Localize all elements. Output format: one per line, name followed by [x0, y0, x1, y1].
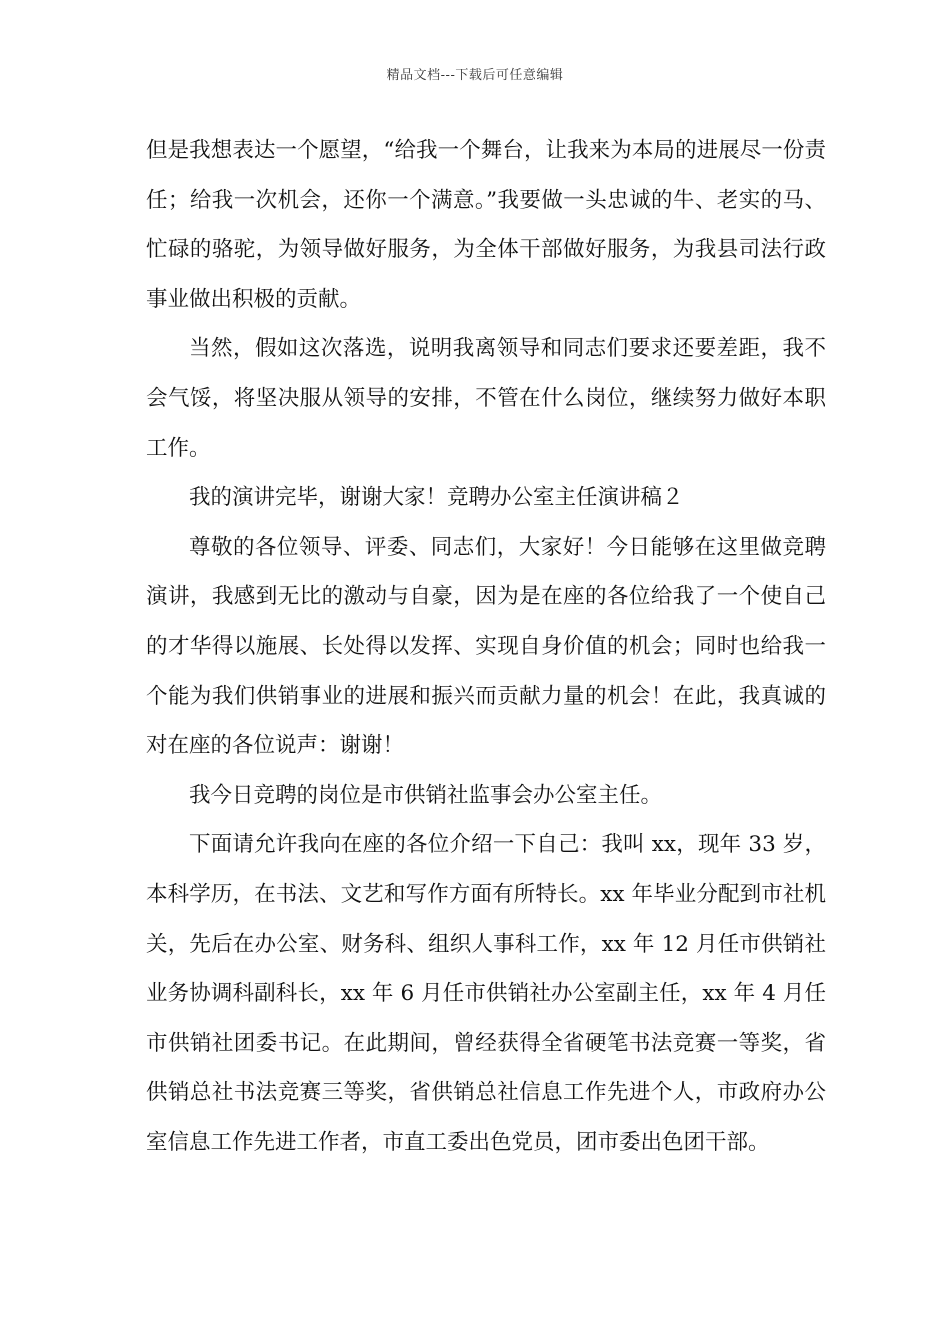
paragraph: 当然，假如这次落选，说明我离领导和同志们要求还要差距，我不会气馁，将坚决服从领导的安排，不管在什么岗位，继续努力做好本职工作。 [146, 336, 826, 461]
paragraph-position: 我今日竞聘的岗位是市供销社监事会办公室主任。 [189, 782, 663, 808]
paragraph-greeting: 尊敬的各位领导、评委、同志们，大家好！今日能够在这里做竞聘演讲，我感到无比的激动与自豪，因为是在座的各位给我了一个使自己的才华得以施展、长处得以发挥、实现自身价值的机会；同时也给我一个能为我们供销事业的进展和振兴而贡献力量的机会！在此，我真诚的对在座的各位说声：谢谢！ [146, 534, 826, 759]
paragraph-self-introduction: 下面请允许我向在座的各位介绍一下自己：我叫 xx，现年 33 岁，本科学历，在书法、文艺和写作方面有所特长。xx 年毕业分配到市社机关，先后在办公室、财务科、组织人事科工作，xx 年 12 月任市供销社业务协调科副科长，xx 年 6 月任市供销社办公室副主任，xx 年 4 月任市供销社团委书记。在此期间，曾经获得全省硬笔书法竞赛一等奖，省供销总社书法竞赛三等奖，省供销总社信息工作先进个人，市政府办公室信息工作先进工作者，市直工委出色党员，团市委出色团干部。 [146, 832, 826, 1155]
page-header: 精品文档---下载后可任意编辑 [386, 68, 564, 83]
paragraph-continuation: 但是我想表达一个愿望，“给我一个舞台，让我来为本局的进展尽一份责任；给我一次机会，还你一个满意。”我要做一头忠诚的牛、老实的马、忙碌的骆驼，为领导做好服务，为全体干部做好服务，为我县司法行政事业做出积极的贡献。 [146, 138, 826, 312]
document-body [146, 126, 826, 1167]
paragraph-closing-title: 我的演讲完毕，谢谢大家！竞聘办公室主任演讲稿２ [189, 485, 684, 511]
